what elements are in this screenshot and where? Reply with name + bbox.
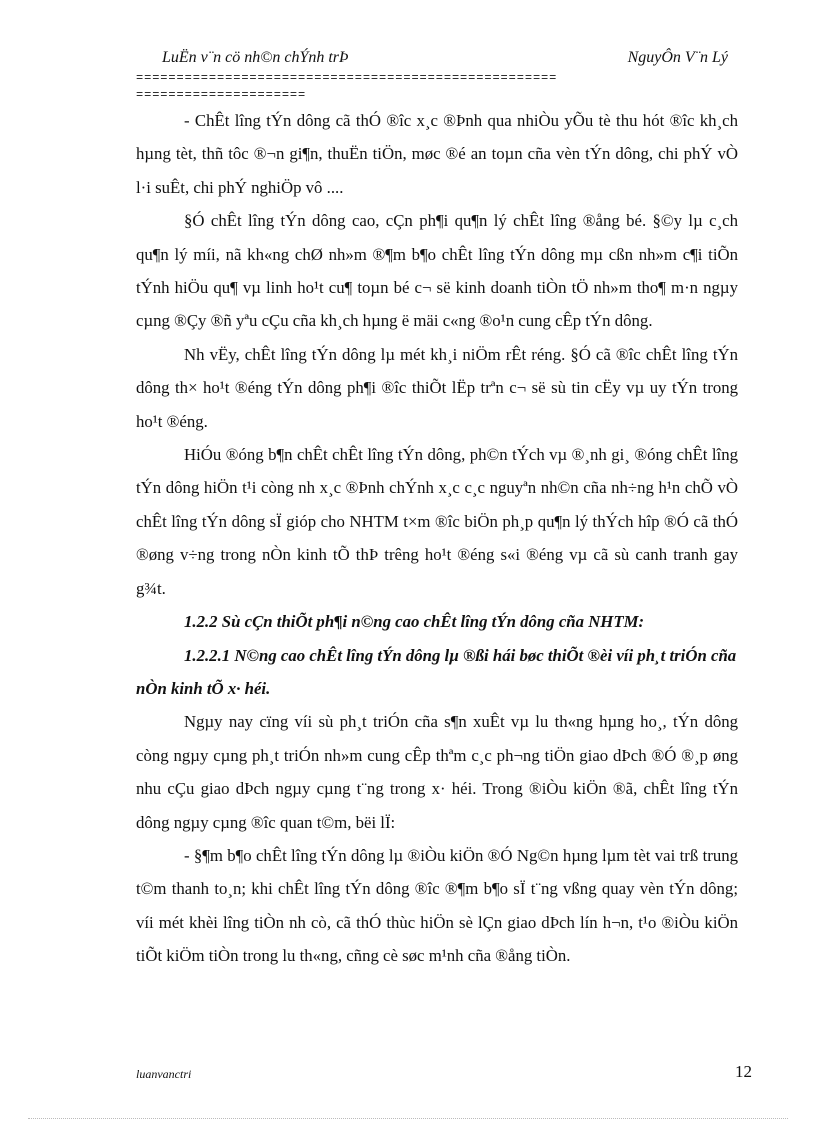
page-number: 12 bbox=[735, 1062, 752, 1081]
header-right-author: NguyÔn V¨n Lý bbox=[627, 49, 728, 66]
paragraph: - ChÊt lîng tÝn dông cã thÓ ®îc x¸c ®Þnh qua nhiÒu yÕu tè thu hót ®îc kh¸ch hµng tèt, thñ tôc ®¬n gi¶n, thuËn tiÖn, møc ®é an toµn cña vèn tÝn dông, chi phÝ vÒ l·i suÊt, chi phÝ nghiÖp vô .... bbox=[136, 111, 738, 197]
header-rule-line-1: ==================================================== bbox=[136, 71, 558, 85]
paragraph: Nh vËy, chÊt lîng tÝn dông lµ mét kh¸i niÖm rÊt réng. §Ó cã ®îc chÊt lîng tÝn dông th× ho¹t ®éng tÝn dông ph¶i ®îc thiÕt lËp trªn c¬ së sù tin cËy vµ uy tÝn trong ho¹t ®éng. bbox=[136, 344, 738, 431]
header-rule-line-2: ===================== bbox=[136, 88, 307, 102]
paragraph: Ngµy nay cïng víi sù ph¸t triÓn cña s¶n xuÊt vµ lu th«ng hµng ho¸, tÝn dông còng ngµy cµng ph¸t triÓn nh»m cung cÊp thªm c¸c ph¬ng tiÖn giao dÞch ®Ó ®¸p øng nhu cÇu giao dÞch ngµy cµng t¨ng trong x· héi. Trong ®iÒu kiÖn ®ã, chÊt lîng tÝn dông ngµy cµng ®îc quan t©m, bëi lÏ: bbox=[136, 712, 738, 832]
page-body bbox=[136, 104, 738, 973]
header-left-title: LuËn v¨n cö nh©n chÝnh trÞ bbox=[162, 49, 349, 66]
section-heading: 1.2.2 Sù cÇn thiÕt ph¶i n©ng cao chÊt lîng tÝn dông cña NHTM: bbox=[184, 612, 645, 632]
paragraph: §Ó chÊt lîng tÝn dông cao, cÇn ph¶i qu¶n lý chÊt lîng ®ång bé. §©y lµ c¸ch qu¶n lý míi, nã kh«ng chØ nh»m ®¶m b¶o chÊt lîng tÝn dông mµ cßn nh»m c¶i tiÕn tÝnh hiÖu qu¶ vµ linh ho¹t cu¶ toµn bé c¬ së kinh doanh tiÒn tÖ nh»m tho¶ m·n ngµy cµng ®Çy ®ñ yªu cÇu cña kh¸ch hµng ë mäi c«ng ®o¹n cung cÊp tÝn dông. bbox=[136, 211, 738, 331]
paragraph: HiÓu ®óng b¶n chÊt chÊt lîng tÝn dông, ph©n tÝch vµ ®¸nh gi¸ ®óng chÊt lîng tÝn dông hiÖn t¹i còng nh x¸c ®Þnh chÝnh x¸c c¸c nguyªn nh©n cña nh÷ng h¹n chÕ vÒ chÊt lîng tÝn dông sÏ gióp cho NHTM t×m ®îc biÖn ph¸p qu¶n lý thÝch hîp ®Ó cã thÓ ®øng v÷ng trong nÒn kinh tÕ thÞ trêng ho¹t ®éng s«i ®éng vµ cã sù canh tranh gay g¾t. bbox=[136, 445, 738, 598]
footer-label: luanvanctri bbox=[136, 1067, 192, 1081]
paragraph: - §¶m b¶o chÊt lîng tÝn dông lµ ®iÒu kiÖn ®Ó Ng©n hµng lµm tèt vai trß trung t©m thanh to¸n; khi chÊt lîng tÝn dông ®îc ®¶m b¶o sÏ t¨ng vßng quay vèn tÝn dông; víi mét khèi lîng tiÒn nh cò, cã thÓ thùc hiÖn sè lÇn giao dÞch lín h¬n, t¹o ®iÒu kiÖn tiÕt kiÖm tiÒn trong lu th«ng, cñng cè søc m¹nh cña ®ång tiÒn. bbox=[136, 845, 738, 966]
bottom-divider bbox=[28, 1118, 788, 1119]
subsection-heading: 1.2.2.1 N©ng cao chÊt lîng tÝn dông lµ ®ßi hái bøc thiÕt ®èi víi ph¸t triÓn cña nÒn kinh tÕ x· héi. bbox=[136, 645, 737, 698]
